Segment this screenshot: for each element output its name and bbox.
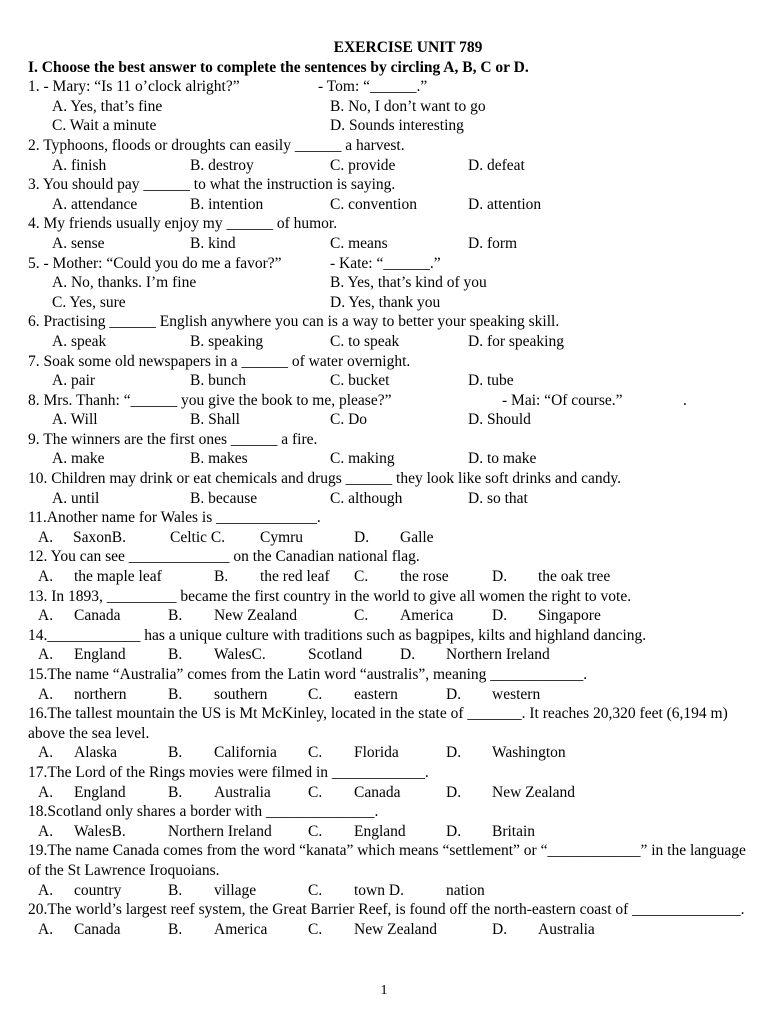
option-b-letter[interactable]: B. [214,568,229,586]
question-5 [28,254,748,274]
option-a[interactable]: A. sense [52,234,105,252]
option-d[interactable]: D. Yes, thank you [330,293,441,311]
option-a[interactable]: A. attendance [52,195,138,213]
option-d-letter[interactable]: D. [446,744,462,762]
option-a-letter[interactable]: A. [38,528,54,546]
worksheet [28,38,748,939]
question-1 [28,77,748,97]
page-title: EXERCISE UNIT 789 [333,39,483,56]
question-16: 16.The tallest mountain the US is Mt McKinley, located in the state of _______. It reaches 20,320 feet (6,194 m) above the sea level. [28,705,728,742]
question-3-options [28,195,748,215]
question-8-options [28,410,748,430]
option-b[interactable]: B. because [190,489,258,507]
option-b[interactable]: B. No, I don’t want to go [330,97,486,115]
option-d[interactable]: D. Should [468,411,531,429]
option-text[interactable]: Singapore [538,607,601,625]
question-2-options [28,156,748,176]
question-3: 3. You should pay ______ to what the instruction is saying. [28,176,396,194]
option-text[interactable]: southern [214,685,268,703]
option-text[interactable]: Britain [492,822,536,840]
option-c[interactable]: C. convention [330,195,417,213]
option-a-letter[interactable]: A. [38,685,54,703]
option-c-letter[interactable]: C. [354,607,369,625]
option-c[interactable]: C. Do [330,411,368,429]
option-d-letter[interactable]: D. [492,607,508,625]
option-a-letter[interactable]: A. [38,881,54,899]
question-8-response: - Mai: “Of course.” [502,391,623,409]
section-instruction: I. Choose the best answer to complete the sentences by circling A, B, C or D. [28,58,529,76]
option-d-letter[interactable]: D. [492,568,508,586]
option-d[interactable]: D. tube [468,372,514,390]
option-b[interactable]: B. kind [190,234,236,252]
option-b-letter[interactable]: B. [168,744,183,762]
option-d[interactable]: D. for speaking [468,332,564,350]
option-text[interactable]: country [74,881,122,899]
question-18: 18.Scotland only shares a border with ______________. [28,803,379,821]
option-b[interactable]: B. Yes, that’s kind of you [330,274,487,292]
option-text[interactable]: town D. [354,881,404,899]
option-text[interactable]: Washington [492,744,566,762]
option-text[interactable]: WalesB. [74,822,126,840]
option-text[interactable]: Australia [214,783,271,801]
option-d-letter[interactable]: D. [354,528,370,546]
option-text[interactable]: northern [74,685,127,703]
question-19-options [28,881,748,901]
option-a[interactable]: A. pair [52,372,96,390]
page-number: 1 [380,983,388,998]
option-text[interactable]: the maple leaf [74,568,162,586]
option-text[interactable]: Northern Ireland [446,646,550,664]
option-a[interactable]: A. finish [52,156,107,174]
option-b-letter[interactable]: B. [168,920,183,938]
option-text[interactable]: Canada [74,607,121,625]
option-a-letter[interactable]: A. [38,607,54,625]
option-d-letter[interactable]: D. [446,822,462,840]
option-c[interactable]: C. bucket [330,372,390,390]
question-2: 2. Typhoons, floods or droughts can easily ______ a harvest. [28,136,405,154]
option-d[interactable]: D. to make [468,450,537,468]
question-4: 4. My friends usually enjoy my ______ of humor. [28,215,338,233]
option-c-letter[interactable]: C. [308,822,323,840]
option-d-letter[interactable]: D. [492,920,508,938]
option-text[interactable]: California [214,744,277,762]
option-c-letter[interactable]: C. [308,881,323,899]
question-1-prompt: 1. - Mary: “Is 11 o’clock alright?” [28,78,240,96]
option-text[interactable]: the red leaf [260,568,330,586]
question-20: 20.The world’s largest reef system, the Great Barrier Reef, is found off the north-eastern coast of ______________. [28,901,745,919]
option-c[interactable]: C. although [330,489,403,507]
question-11: 11.Another name for Wales is _____________. [28,509,321,527]
option-text[interactable]: the oak tree [538,568,611,586]
option-c[interactable]: C. provide [330,156,396,174]
option-a-letter[interactable]: A. [38,646,54,664]
question-5-response: - Kate: “______.” [330,254,441,272]
option-b-letter[interactable]: B. [168,607,183,625]
question-15: 15.The name “Australia” comes from the Latin word “australis”, meaning ____________. [28,666,588,683]
option-c-letter[interactable]: C. [308,783,323,801]
option-b[interactable]: B. makes [190,450,248,468]
question-6: 6. Practising ______ English anywhere you can is a way to better your speaking skill. [28,313,560,331]
option-text[interactable]: England [354,822,406,840]
option-b-letter[interactable]: B. [168,783,183,801]
option-a[interactable]: A. until [52,489,100,507]
option-a-letter[interactable]: A. [38,783,54,801]
question-8 [28,391,748,411]
option-text[interactable]: Canada [354,783,401,801]
option-text[interactable]: Celtic C. [170,528,226,546]
option-d[interactable]: D. defeat [468,156,525,174]
option-d[interactable]: D. attention [468,195,542,213]
option-text[interactable]: Canada [74,920,121,938]
question-7: 7. Soak some old newspapers in a ______ of water overnight. [28,352,411,370]
option-b[interactable]: B. Shall [190,411,240,429]
option-c[interactable]: C. means [330,234,388,252]
option-text[interactable]: nation [446,881,485,899]
question-15-options [28,685,748,705]
option-d-letter[interactable]: D. [400,646,416,664]
option-text[interactable]: New Zealand [354,920,438,938]
question-5-prompt: 5. - Mother: “Could you do me a favor?” [28,254,282,272]
option-text[interactable]: America [400,607,454,625]
question-11-options [28,528,748,548]
option-c[interactable]: C. Wait a minute [52,117,157,135]
option-a-letter[interactable]: A. [38,568,54,586]
option-text[interactable]: Northern Ireland [168,822,272,840]
option-text[interactable]: Cymru [260,528,304,546]
option-c[interactable]: C. to speak [330,332,400,350]
question-19: 19.The name Canada comes from the word “kanata” which means “settlement” or “____________” in the language of the St Lawrence Iroquoians. [28,842,746,879]
option-b[interactable]: B. bunch [190,372,246,390]
option-c-letter[interactable]: C. [354,568,369,586]
option-a[interactable]: A. make [52,450,105,468]
option-d-letter[interactable]: D. [446,783,462,801]
option-d[interactable]: D. form [468,234,518,252]
option-b-letter[interactable]: B. [168,685,183,703]
question-17: 17.The Lord of the Rings movies were filmed in ____________. [28,763,429,781]
question-10: 10. Children may drink or eat chemicals and drugs ______ they look like soft drinks and candy. [28,470,622,488]
option-a[interactable]: A. No, thanks. I’m fine [52,274,197,292]
question-5-options-row-1 [28,273,748,293]
option-text[interactable]: WalesC. [214,646,266,664]
option-text[interactable]: America [214,920,268,938]
question-18-options [28,822,748,842]
option-text[interactable]: New Zealand [214,607,298,625]
option-d-letter[interactable]: D. [446,685,462,703]
option-c-letter[interactable]: C. [308,744,323,762]
question-13: 13. In 1893, _________ became the first country in the world to give all women the right to vote. [28,587,632,605]
option-a-letter[interactable]: A. [38,920,54,938]
question-12: 12. You can see _____________ on the Canadian national flag. [28,548,420,566]
question-7-options [28,371,748,391]
option-text[interactable]: Scotland [308,646,363,664]
question-14: 14.____________ has a unique culture with traditions such as bagpipes, kilts and highland dancing. [28,626,647,644]
question-1-options-row-1 [28,97,748,117]
question-8-prompt: 8. Mrs. Thanh: “______ you give the book to me, please?” [28,391,392,409]
option-b-letter[interactable]: B. [168,646,183,664]
question-1-response: - Tom: “______.” [318,78,428,96]
option-c[interactable]: C. Yes, sure [52,293,126,311]
option-text[interactable]: England [74,646,126,664]
question-5-options-row-2 [28,293,748,313]
option-b[interactable]: B. speaking [190,332,264,350]
question-9: 9. The winners are the first ones ______ a fire. [28,430,318,448]
question-6-options [28,332,748,352]
option-a[interactable]: A. speak [52,332,107,350]
option-text[interactable]: eastern [354,685,398,703]
option-text[interactable]: western [492,685,541,703]
option-text[interactable]: SaxonB. [73,528,126,546]
question-4-options [28,234,748,254]
option-text[interactable]: New Zealand [492,783,576,801]
option-c-letter[interactable]: C. [308,920,323,938]
option-a-letter[interactable]: A. [38,744,54,762]
option-text[interactable]: England [74,783,126,801]
option-text[interactable]: village [214,881,257,899]
question-16-options [28,743,748,763]
option-d[interactable]: D. so that [468,489,528,507]
option-text[interactable]: Florida [354,744,399,762]
question-13-options [28,606,748,626]
question-17-options [28,783,748,803]
option-text[interactable]: Australia [538,920,595,938]
option-a-letter[interactable]: A. [38,822,54,840]
question-9-options [28,449,748,469]
option-a[interactable]: A. Will [52,411,98,429]
question-10-options [28,489,748,509]
option-text[interactable]: Galle [400,528,434,546]
option-a[interactable]: A. Yes, that’s fine [52,97,163,115]
question-20-options [28,920,748,940]
option-text[interactable]: the rose [400,568,449,586]
question-8-dot: . [683,391,687,409]
option-c[interactable]: C. making [330,450,395,468]
option-b-letter[interactable]: B. [168,881,183,899]
question-14-options [28,645,748,665]
option-c-letter[interactable]: C. [308,685,323,703]
option-b[interactable]: B. destroy [190,156,254,174]
question-12-options [28,567,748,587]
option-text[interactable]: Alaska [74,744,118,762]
option-d[interactable]: D. Sounds interesting [330,117,464,135]
question-1-options-row-2 [28,116,748,136]
option-b[interactable]: B. intention [190,195,264,213]
